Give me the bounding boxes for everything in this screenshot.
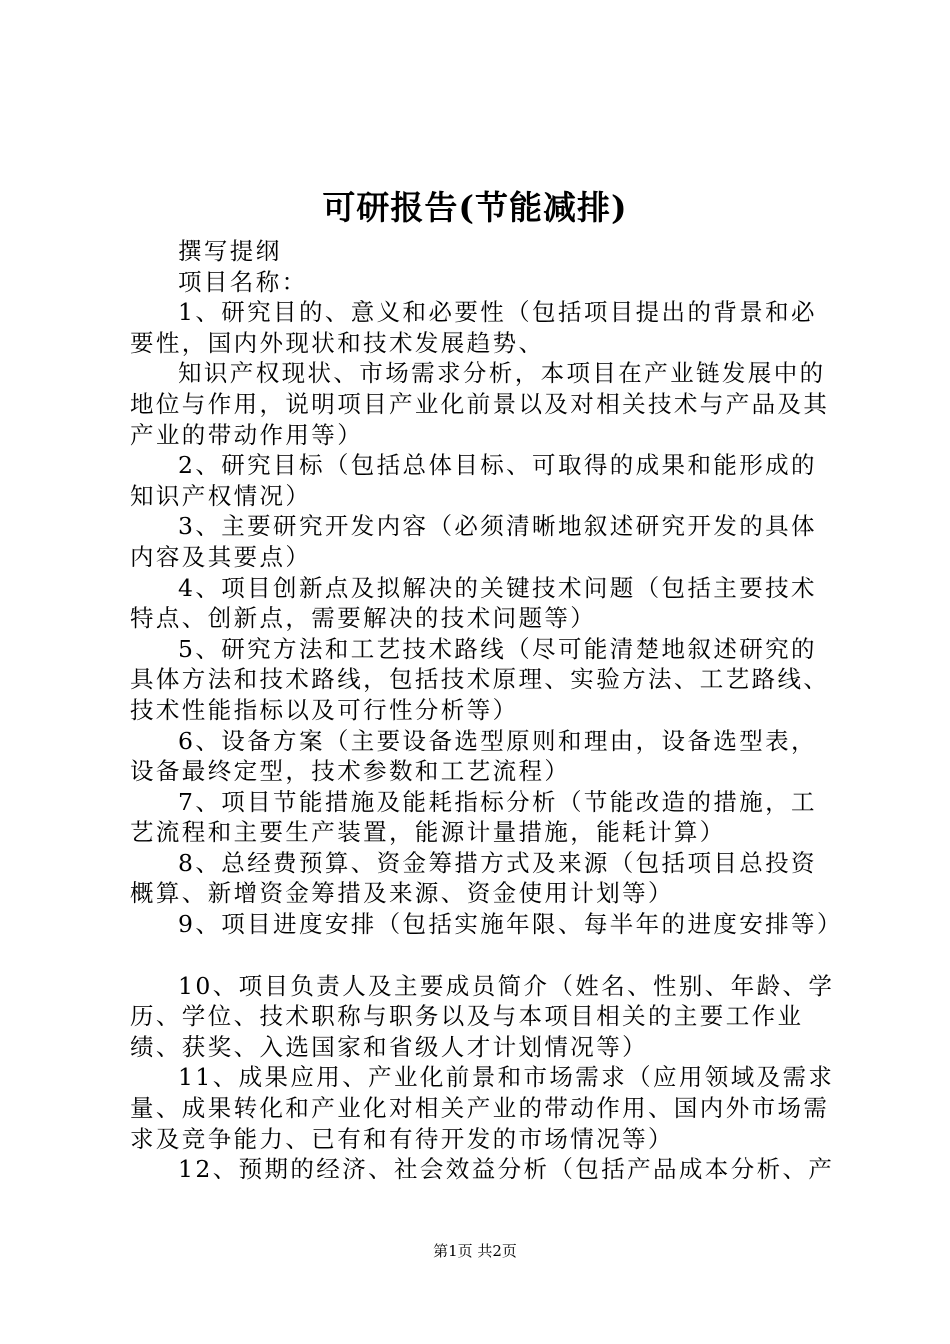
paragraph-item-12: 12、预期的经济、社会效益分析（包括产品成本分析、产 xyxy=(178,1155,835,1184)
page-footer: 第1页 共2页 xyxy=(433,1242,517,1260)
paragraph-item-9: 9、项目进度安排（包括实施年限、每半年的进度安排等） xyxy=(178,910,843,939)
paragraph-item-1: 1、研究目的、意义和必要性（包括项目提出的背景和必要性，国内外现状和技术发展趋势、 xyxy=(130,298,817,357)
paragraph-item-11: 11、成果应用、产业化前景和市场需求（应用领域及需求量、成果转化和产业化对相关产业的带动作用、国内外市场需求及竞争能力、已有和有待开发的市场情况等） xyxy=(130,1063,835,1153)
paragraph-item-8: 8、总经费预算、资金筹措方式及来源（包括项目总投资概算、新增资金筹措及来源、资金使用计划等） xyxy=(130,848,817,908)
paragraph-item-7: 7、项目节能措施及能耗指标分析（节能改造的措施，工艺流程和主要生产装置，能源计量措施，能耗计算） xyxy=(130,787,817,847)
paragraph-project-name: 项目名称： xyxy=(178,267,308,296)
document-body xyxy=(130,236,842,1185)
paragraph-item-3: 3、主要研究开发内容（必须清晰地叙述研究开发的具体内容及其要点） xyxy=(130,512,817,571)
paragraph-item-1-continued: 知识产权现状、市场需求分析，本项目在产业链发展中的地位与作用，说明项目产业化前景以及对相关技术与产品及其产业的带动作用等） xyxy=(130,359,830,449)
paragraph-item-6: 6、设备方案（主要设备选型原则和理由，设备选型表，设备最终定型，技术参数和工艺流程） xyxy=(130,726,817,786)
paragraph-item-5: 5、研究方法和工艺技术路线（尽可能清楚地叙述研究的具体方法和技术路线，包括技术原理、实验方法、工艺路线、技术性能指标以及可行性分析等） xyxy=(130,634,830,724)
paragraph-outline-heading: 撰写提纲 xyxy=(178,237,282,265)
paragraph-item-4: 4、项目创新点及拟解决的关键技术问题（包括主要技术特点、创新点，需要解决的技术问题等） xyxy=(130,573,817,633)
paragraph-item-2: 2、研究目标（包括总体目标、可取得的成果和能形成的知识产权情况） xyxy=(130,451,817,510)
paragraph-item-10: 10、项目负责人及主要成员简介（姓名、性别、年龄、学历、学位、技术职称与职务以及与本项目相关的主要工作业绩、获奖、入选国家和省级人才计划情况等） xyxy=(130,971,835,1061)
page-title: 可研报告(节能减排) xyxy=(322,188,628,227)
